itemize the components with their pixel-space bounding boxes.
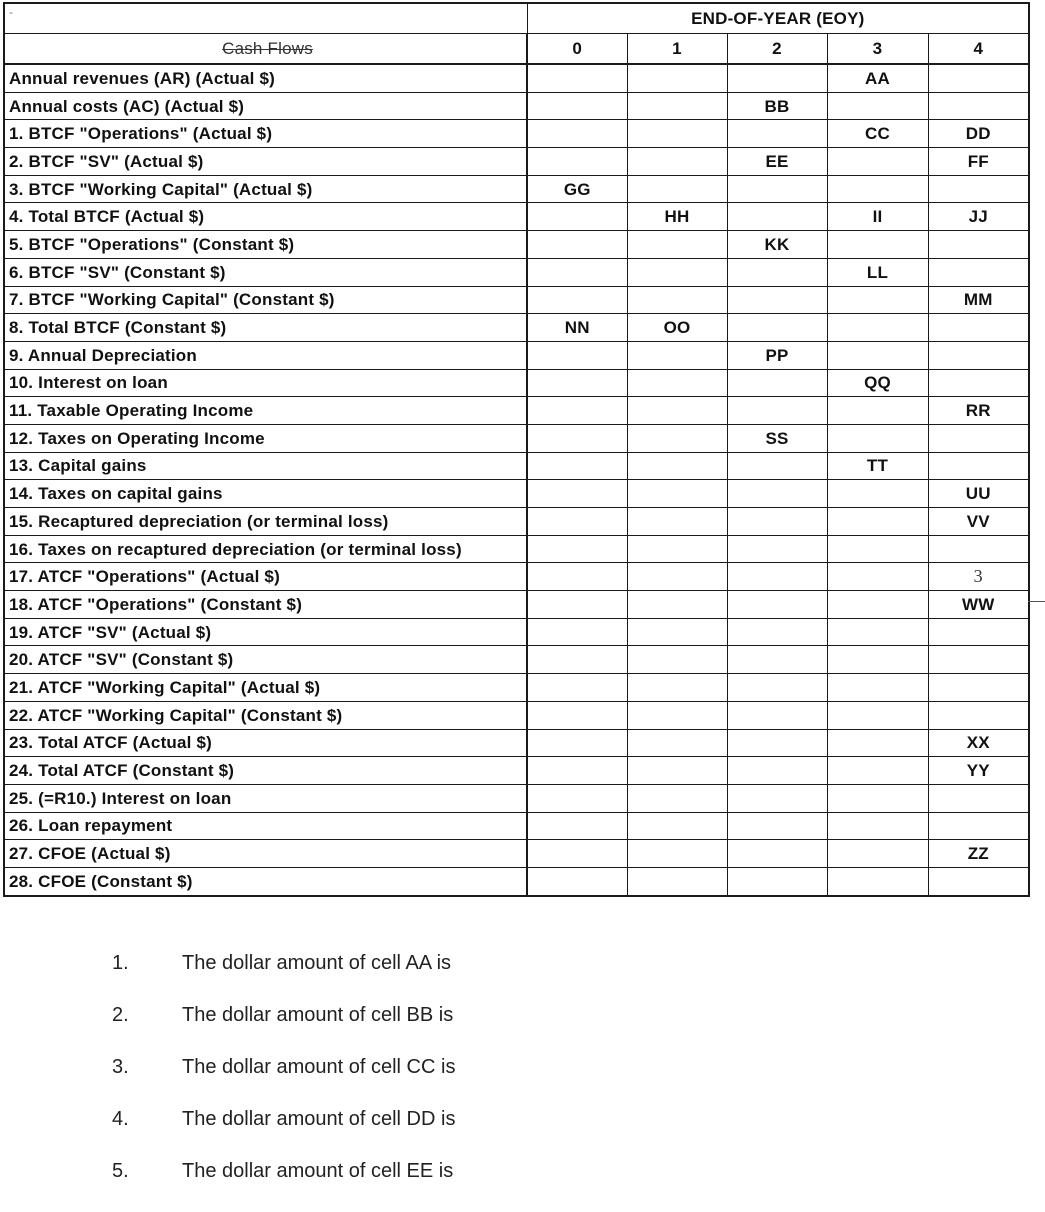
cell-year-1: HH [627, 203, 727, 231]
side-divider-line [1028, 601, 1045, 602]
table-row [4, 424, 1029, 452]
cell-year-3 [827, 286, 928, 314]
row-label: 19. ATCF "SV" (Actual $) [4, 618, 527, 646]
cell-year-0 [527, 508, 627, 536]
cell-year-3 [827, 314, 928, 342]
table-row [4, 535, 1029, 563]
cell-year-3: LL [827, 258, 928, 286]
cell-year-1 [627, 840, 727, 868]
row-label: 24. Total ATCF (Constant $) [4, 757, 527, 785]
year-header-2: 2 [727, 34, 827, 65]
cell-year-4: 3 [928, 563, 1029, 591]
question-item [112, 1004, 455, 1056]
cell-year-1 [627, 341, 727, 369]
row-label: 16. Taxes on recaptured depreciation (or terminal loss) [4, 535, 527, 563]
row-label: 23. Total ATCF (Actual $) [4, 729, 527, 757]
cell-year-2 [727, 452, 827, 480]
cell-year-4 [928, 867, 1029, 895]
cell-year-2 [727, 757, 827, 785]
cell-year-2: PP [727, 341, 827, 369]
cell-year-0 [527, 563, 627, 591]
cell-year-1 [627, 231, 727, 259]
cell-year-0 [527, 64, 627, 92]
table-row [4, 397, 1029, 425]
cell-year-2 [727, 591, 827, 619]
cell-year-4 [928, 314, 1029, 342]
cell-year-3 [827, 563, 928, 591]
cell-year-3 [827, 701, 928, 729]
cell-year-2 [727, 646, 827, 674]
cell-year-2 [727, 258, 827, 286]
row-label: 2. BTCF "SV" (Actual $) [4, 148, 527, 176]
table-row [4, 341, 1029, 369]
cell-year-4 [928, 618, 1029, 646]
table-row [4, 369, 1029, 397]
cell-year-1 [627, 784, 727, 812]
cell-year-3 [827, 867, 928, 895]
cell-year-2 [727, 867, 827, 895]
table-row [4, 840, 1029, 868]
cell-year-1 [627, 452, 727, 480]
cell-year-0 [527, 452, 627, 480]
cell-year-4: YY [928, 757, 1029, 785]
cell-year-4: DD [928, 120, 1029, 148]
cell-year-2 [727, 64, 827, 92]
cell-year-1 [627, 508, 727, 536]
table-row [4, 729, 1029, 757]
cash-flows-header: Cash Flows [4, 34, 527, 65]
row-label: 20. ATCF "SV" (Constant $) [4, 646, 527, 674]
cell-year-4 [928, 535, 1029, 563]
cell-year-2 [727, 508, 827, 536]
cell-year-0 [527, 424, 627, 452]
cell-year-4 [928, 674, 1029, 702]
header-row-eoy [4, 3, 1029, 34]
cell-year-4: FF [928, 148, 1029, 176]
cell-year-1 [627, 148, 727, 176]
cell-year-0 [527, 480, 627, 508]
cell-year-1 [627, 397, 727, 425]
table-row [4, 203, 1029, 231]
table-row [4, 231, 1029, 259]
cell-year-3 [827, 535, 928, 563]
cell-year-4 [928, 452, 1029, 480]
year-header-4: 4 [928, 34, 1029, 65]
cell-year-4 [928, 701, 1029, 729]
cell-year-4: JJ [928, 203, 1029, 231]
question-number: 4. [112, 1108, 129, 1130]
cell-year-0 [527, 203, 627, 231]
question-number: 2. [112, 1004, 129, 1026]
cell-year-0 [527, 369, 627, 397]
row-label: 7. BTCF "Working Capital" (Constant $) [4, 286, 527, 314]
row-label: 18. ATCF "Operations" (Constant $) [4, 591, 527, 619]
cell-year-0 [527, 258, 627, 286]
cell-year-1 [627, 424, 727, 452]
question-item [112, 952, 455, 1004]
cell-year-3: QQ [827, 369, 928, 397]
cell-year-4: RR [928, 397, 1029, 425]
cell-year-1 [627, 175, 727, 203]
row-label: 1. BTCF "Operations" (Actual $) [4, 120, 527, 148]
cell-year-4: XX [928, 729, 1029, 757]
cell-year-1 [627, 480, 727, 508]
cell-year-0 [527, 286, 627, 314]
cell-year-3: II [827, 203, 928, 231]
cell-year-3 [827, 480, 928, 508]
cell-year-2: KK [727, 231, 827, 259]
cell-year-1 [627, 92, 727, 120]
cell-year-1 [627, 64, 727, 92]
cell-year-4: MM [928, 286, 1029, 314]
cell-year-2 [727, 840, 827, 868]
table-row [4, 757, 1029, 785]
row-label: 28. CFOE (Constant $) [4, 867, 527, 895]
row-label: 15. Recaptured depreciation (or terminal loss) [4, 508, 527, 536]
cell-year-4 [928, 258, 1029, 286]
question-number: 5. [112, 1160, 129, 1182]
cell-year-0 [527, 397, 627, 425]
cell-year-3: CC [827, 120, 928, 148]
header-row-years [4, 34, 1029, 65]
row-label: 11. Taxable Operating Income [4, 397, 527, 425]
cell-year-2 [727, 175, 827, 203]
table-row [4, 64, 1029, 92]
cell-year-3 [827, 424, 928, 452]
table-row [4, 618, 1029, 646]
row-label: Annual costs (AC) (Actual $) [4, 92, 527, 120]
cell-year-3 [827, 148, 928, 176]
cell-year-4 [928, 369, 1029, 397]
question-text: The dollar amount of cell AA is [182, 952, 452, 974]
cell-year-3 [827, 784, 928, 812]
cell-year-2 [727, 286, 827, 314]
table-row [4, 314, 1029, 342]
cell-year-1 [627, 258, 727, 286]
row-label: 4. Total BTCF (Actual $) [4, 203, 527, 231]
cell-year-1 [627, 674, 727, 702]
cell-year-1 [627, 757, 727, 785]
cell-year-1 [627, 867, 727, 895]
cell-year-2 [727, 618, 827, 646]
cell-year-0 [527, 646, 627, 674]
cell-year-3 [827, 397, 928, 425]
cell-year-4 [928, 784, 1029, 812]
cell-year-1 [627, 701, 727, 729]
cell-year-2 [727, 674, 827, 702]
cell-year-1 [627, 286, 727, 314]
cell-year-4: WW [928, 591, 1029, 619]
row-label: 10. Interest on loan [4, 369, 527, 397]
table-row [4, 812, 1029, 840]
cell-year-0: NN [527, 314, 627, 342]
cell-year-2 [727, 812, 827, 840]
cell-year-1 [627, 812, 727, 840]
cell-year-3 [827, 674, 928, 702]
cell-year-0 [527, 341, 627, 369]
cell-year-2 [727, 397, 827, 425]
cell-year-3 [827, 840, 928, 868]
cell-year-4 [928, 231, 1029, 259]
cell-year-1 [627, 563, 727, 591]
question-number: 3. [112, 1056, 129, 1078]
row-label: 12. Taxes on Operating Income [4, 424, 527, 452]
row-label: 25. (=R10.) Interest on loan [4, 784, 527, 812]
cell-year-2 [727, 369, 827, 397]
cell-year-3 [827, 729, 928, 757]
corner-mark: - [4, 3, 527, 34]
cell-year-4: ZZ [928, 840, 1029, 868]
cell-year-0 [527, 729, 627, 757]
eoy-group-header: END-OF-YEAR (EOY) [527, 3, 1029, 34]
question-number: 1. [112, 952, 129, 974]
cell-year-0 [527, 535, 627, 563]
cell-year-1 [627, 120, 727, 148]
cell-year-4 [928, 646, 1029, 674]
table-row [4, 175, 1029, 203]
row-label: 22. ATCF "Working Capital" (Constant $) [4, 701, 527, 729]
cell-year-4 [928, 92, 1029, 120]
cell-year-4 [928, 64, 1029, 92]
row-label: 26. Loan repayment [4, 812, 527, 840]
cell-year-4 [928, 424, 1029, 452]
table-row [4, 591, 1029, 619]
cell-year-2 [727, 120, 827, 148]
table-row [4, 120, 1029, 148]
cell-year-2 [727, 563, 827, 591]
cell-year-0 [527, 231, 627, 259]
table-row [4, 452, 1029, 480]
cell-year-3 [827, 92, 928, 120]
year-header-0: 0 [527, 34, 627, 65]
cell-year-4 [928, 341, 1029, 369]
question-item [112, 1108, 455, 1160]
cell-year-1: OO [627, 314, 727, 342]
cell-year-0 [527, 757, 627, 785]
cell-year-0: GG [527, 175, 627, 203]
cell-year-3 [827, 757, 928, 785]
cell-year-2: SS [727, 424, 827, 452]
cell-year-2 [727, 701, 827, 729]
table-row [4, 508, 1029, 536]
cell-year-3 [827, 508, 928, 536]
cell-year-3 [827, 341, 928, 369]
table-row [4, 674, 1029, 702]
cell-year-0 [527, 618, 627, 646]
cell-year-3 [827, 175, 928, 203]
table-row [4, 92, 1029, 120]
cell-year-0 [527, 784, 627, 812]
cell-year-4: UU [928, 480, 1029, 508]
table-row [4, 563, 1029, 591]
table-row [4, 480, 1029, 508]
cell-year-4: VV [928, 508, 1029, 536]
row-label: 8. Total BTCF (Constant $) [4, 314, 527, 342]
row-label: 13. Capital gains [4, 452, 527, 480]
cell-year-2 [727, 203, 827, 231]
question-text: The dollar amount of cell CC is [182, 1056, 456, 1078]
cell-year-3: TT [827, 452, 928, 480]
cell-year-2: BB [727, 92, 827, 120]
question-list [112, 952, 455, 1212]
cell-year-0 [527, 701, 627, 729]
table-row [4, 646, 1029, 674]
cell-year-3: AA [827, 64, 928, 92]
cell-year-4 [928, 812, 1029, 840]
row-label: 14. Taxes on capital gains [4, 480, 527, 508]
row-label: 5. BTCF "Operations" (Constant $) [4, 231, 527, 259]
row-label: 21. ATCF "Working Capital" (Actual $) [4, 674, 527, 702]
question-text: The dollar amount of cell DD is [182, 1108, 456, 1130]
row-label: Annual revenues (AR) (Actual $) [4, 64, 527, 92]
cell-year-1 [627, 535, 727, 563]
row-label: 17. ATCF "Operations" (Actual $) [4, 563, 527, 591]
cell-year-1 [627, 729, 727, 757]
cell-year-0 [527, 120, 627, 148]
question-text: The dollar amount of cell EE is [182, 1160, 454, 1182]
row-label: 6. BTCF "SV" (Constant $) [4, 258, 527, 286]
year-header-3: 3 [827, 34, 928, 65]
cell-year-1 [627, 591, 727, 619]
cell-year-1 [627, 618, 727, 646]
row-label: 9. Annual Depreciation [4, 341, 527, 369]
cell-year-2 [727, 314, 827, 342]
question-item [112, 1160, 455, 1212]
cell-year-2: EE [727, 148, 827, 176]
cell-year-0 [527, 812, 627, 840]
table-row [4, 701, 1029, 729]
table-row [4, 258, 1029, 286]
cell-year-0 [527, 840, 627, 868]
cell-year-0 [527, 148, 627, 176]
table-row [4, 286, 1029, 314]
question-item [112, 1056, 455, 1108]
table-row [4, 148, 1029, 176]
cell-year-0 [527, 674, 627, 702]
cell-year-2 [727, 784, 827, 812]
cell-year-1 [627, 646, 727, 674]
cell-year-0 [527, 867, 627, 895]
table-row [4, 784, 1029, 812]
cell-year-3 [827, 646, 928, 674]
row-label: 27. CFOE (Actual $) [4, 840, 527, 868]
cell-year-1 [627, 369, 727, 397]
cell-year-3 [827, 812, 928, 840]
cell-year-0 [527, 591, 627, 619]
table-row [4, 867, 1029, 895]
cell-year-3 [827, 231, 928, 259]
question-text: The dollar amount of cell BB is [182, 1004, 454, 1026]
cell-year-2 [727, 480, 827, 508]
cell-year-2 [727, 535, 827, 563]
cell-year-4 [928, 175, 1029, 203]
cell-year-0 [527, 92, 627, 120]
cell-year-2 [727, 729, 827, 757]
cash-flow-table [3, 2, 1030, 897]
cell-year-3 [827, 591, 928, 619]
cell-year-3 [827, 618, 928, 646]
year-header-1: 1 [627, 34, 727, 65]
row-label: 3. BTCF "Working Capital" (Actual $) [4, 175, 527, 203]
